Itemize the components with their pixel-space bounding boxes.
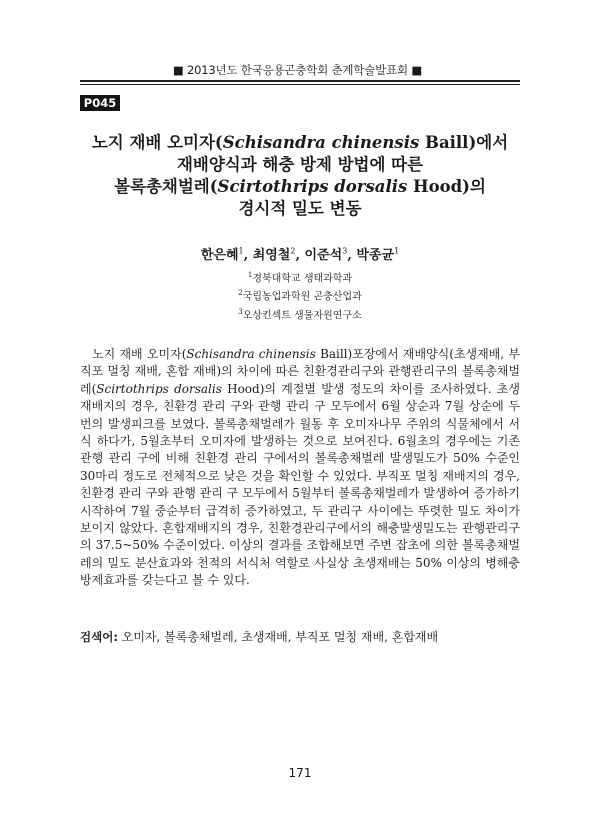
author-name: 최영철 xyxy=(252,248,291,263)
title-line-1-prefix: 노지 재배 오미자( xyxy=(91,133,223,152)
affiliation-item xyxy=(200,286,400,304)
author-separator: , xyxy=(243,248,253,263)
poster-number-badge: P045 xyxy=(80,95,120,111)
author-separator: , xyxy=(295,248,305,263)
title-line-1 xyxy=(80,132,520,154)
title-species-2: Scirtothrips dorsalis xyxy=(217,177,408,196)
affiliation-text: 경북대학교 생태과학과 xyxy=(252,273,353,285)
affiliation-mark: 3 xyxy=(238,307,243,316)
abstract-text-1: 노지 재배 오미자( xyxy=(92,347,187,361)
affiliation-text: 오상킨섹트 생물자원연구소 xyxy=(242,309,362,321)
affiliation-list xyxy=(200,268,400,323)
abstract-text-3: Hood)의 계절별 발생 정도의 차이를 조사하였다. 초생재배지의 경우, 친환경 관리 구와 관행 관리 구 모두에서 6월 상순과 7월 상순에 두 번의 발생피크를 보였다. 볼록총채벌레가 월동 후 오미자나무 주위의 식물체에서 서식 하다가, 5월초부터 오미자에 발생하는 것으로 보여진다. 6월초의 경우에는 기존 관행 관리 구에 비해 친환경 관리 구에서의 볼록총채벌레 발생밀도가 50% 수준인 30마리 정도로 전체적으로 낮은 것을 확인할 수 있었다. 부직포 멀칭 재배지의 경우, 친환경 관리 구와 관행 관리 구 모두에서 5월부터 볼록총채벌레가 발생하여 증가하기 시작하여 7월 중순부터 급격히 증가하였고, 두 관리구 사이에는 뚜렷한 밀도 차이가 보이지 않았다. 혼합재배지의 경우, 친환경관리구에서의 해충발생밀도는 관행관리구의 37.5~50% 수준이었다. 이상의 결과를 조합해보면 주변 잡초에 의한 볼록총채벌레의 밀도 분산효과와 천적의 서식처 역할로 사실상 초생재배는 50% 이상의 병해충 방제효과를 갖는다고 볼 수 있다. xyxy=(80,381,520,588)
abstract-paragraph xyxy=(80,346,520,590)
author-name: 박종균 xyxy=(356,248,395,263)
affiliation-item xyxy=(200,305,400,323)
title-line-3 xyxy=(80,176,520,198)
affiliation-text: 국립농업과학원 곤충산업과 xyxy=(242,291,362,303)
page-number: 171 xyxy=(288,766,312,780)
title-line-1-suffix: Baill)에서 xyxy=(419,133,509,152)
title-line-4: 경시적 밀도 변동 xyxy=(238,199,362,218)
conference-header: ■ 2013년도 한국응용곤충학회 춘계학술발표회 ■ xyxy=(172,63,422,77)
author-affiliation-mark: 1 xyxy=(394,246,400,256)
author-name: 한은혜 xyxy=(200,248,239,263)
affiliation-item xyxy=(200,268,400,286)
keywords-text: 오미자, 볼록총채벌레, 초생재배, 부직포 멀칭 재배, 혼합재배 xyxy=(117,630,439,644)
affiliation-mark: 1 xyxy=(247,271,253,279)
author-affiliation-mark: 2 xyxy=(290,246,296,256)
title-species-1: Schisandra chinensis xyxy=(222,133,420,152)
author-separator: , xyxy=(347,248,357,263)
keywords-label: 검색어: xyxy=(80,630,118,644)
abstract-species-2: Scirtothrips dorsalis xyxy=(96,381,222,396)
header-rule-thick xyxy=(80,80,520,82)
author-list xyxy=(80,244,520,263)
title-line-3-suffix: Hood)의 xyxy=(407,177,486,196)
author-affiliation-mark: 1 xyxy=(238,246,244,256)
abstract-text-2: Baill)포장에서 재배양식(초생재배, 부직포 멀칭 재배, 혼합 재배)의 차이에 따른 친환경관리구와 관행관리구의 볼록총채벌레( xyxy=(80,347,520,396)
title-line-3-prefix: 볼록총채벌레( xyxy=(114,177,218,196)
header-rule-thin xyxy=(80,84,520,85)
paper-title xyxy=(80,132,520,220)
abstract-species-1: Schisandra chinensis xyxy=(186,347,316,361)
title-line-2: 재배양식과 해충 방제 방법에 따른 xyxy=(176,155,424,174)
keywords xyxy=(80,628,520,645)
affiliation-mark: 2 xyxy=(238,289,243,298)
author-name: 이준석 xyxy=(304,248,343,263)
author-affiliation-mark: 3 xyxy=(342,246,348,256)
